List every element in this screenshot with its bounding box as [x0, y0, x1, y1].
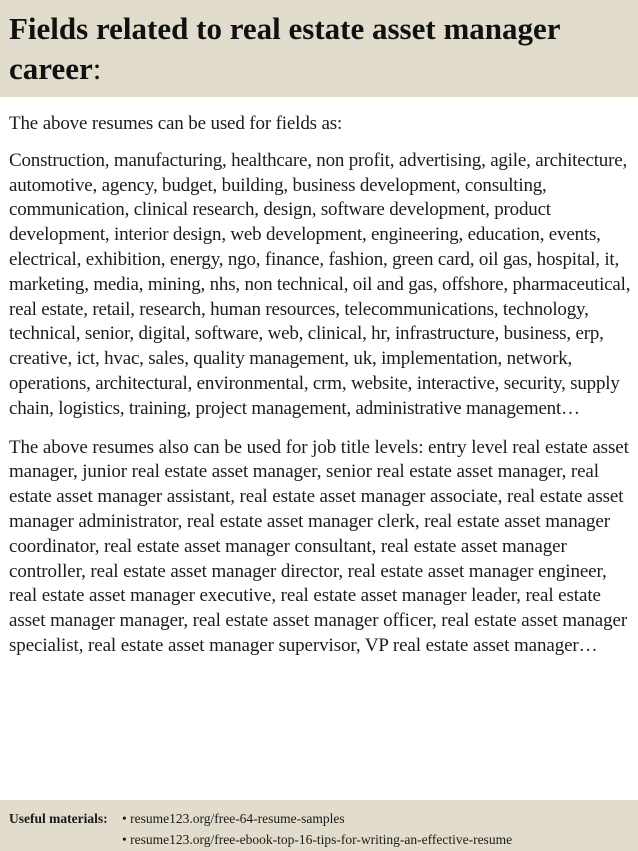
footer-row-1	[9, 808, 629, 829]
main-content	[9, 112, 633, 659]
title-banner	[0, 0, 638, 97]
fields-list-text: Construction, manufacturing, healthcare, non profit, advertising, agile, architecture, automotive, agency, budget, building, business development, consulting, communication, clinical research, design, software development, product development, interior design, web development, engineering, education, events, electrical, exhibition, energy, ngo, finance, fashion, green card, oil gas, hospital, it, marketing, media, mining, nhs, non technical, oil and gas, offshore, pharmaceutical, real estate, retail, research, human resources, telecommunications, technology, technical, senior, digital, software, web, clinical, hr, infrastructure, business, erp, creative, ict, hvac, sales, quality management, uk, implementation, network, operations, architectural, environmental, crm, website, interactive, security, supply chain, logistics, training, project management, administrative management…	[9, 149, 631, 419]
intro-text: The above resumes can be used for fields as:	[9, 113, 343, 134]
page-title-text: Fields related to real estate asset manager career	[9, 11, 560, 86]
job-levels-text: The above resumes also can be used for job title levels: entry level real estate asset manager, junior real estate asset manager, senior real estate asset manager, real estate asset manager assistant, real estate asset manager associate, real estate asset manager administrator, real estate asset manager clerk, real estate asset manager coordinator, real estate asset manager consultant, real estate asset manager controller, real estate asset manager director, real estate asset manager engineer, real estate asset manager executive, real estate asset manager leader, real estate asset manager manager, real estate asset manager officer, real estate asset manager specialist, real estate asset manager supervisor, VP real estate asset manager…	[9, 436, 629, 656]
ebook-tips-link[interactable]: • resume123.org/free-ebook-top-16-tips-for-writing-an-effective-resume	[122, 832, 513, 847]
resume-samples-link[interactable]: • resume123.org/free-64-resume-samples	[122, 811, 345, 826]
useful-materials-label: Useful materials:	[9, 811, 108, 826]
page-title-colon: :	[92, 51, 102, 86]
footer-row-2	[9, 829, 629, 850]
useful-materials-footer	[0, 800, 638, 851]
page-title	[9, 9, 630, 89]
